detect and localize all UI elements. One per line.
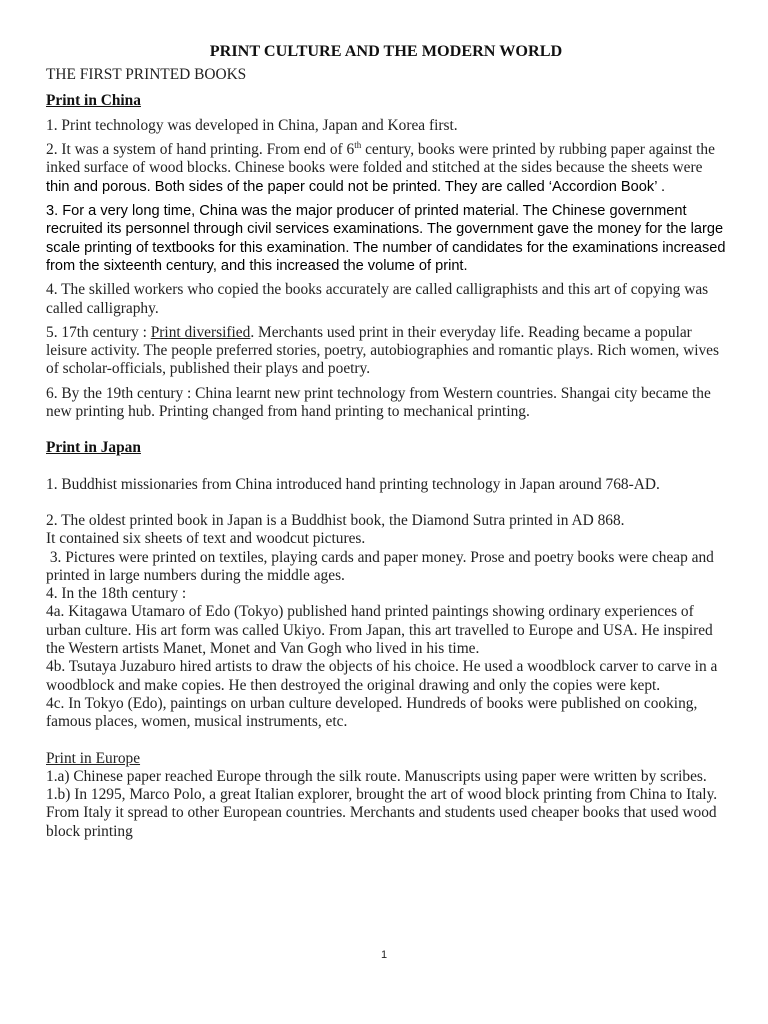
europe-paragraph-1a: 1.a) Chinese paper reached Europe through the silk route. Manuscripts using paper were written by scribes. — [46, 767, 707, 785]
china-paragraph-4: 4. The skilled workers who copied the books accurately are called calligraphists and this art of copying was called calligraphy. — [46, 281, 709, 317]
japan-paragraph-1: 1. Buddhist missionaries from China introduced hand printing technology in Japan around 768-AD. — [46, 475, 660, 493]
china-paragraph-5 — [46, 324, 726, 379]
china-p5-underlined: Print diversified — [150, 323, 251, 341]
japan-paragraph-4b: 4b. Tsutaya Juzaburo hired artists to draw the objects of his choice. He used a woodblock carver to carve in a woodblock and make copies. He then destroyed the original drawing and only the copies were kept. — [46, 658, 718, 694]
japan-paragraph-4c: 4c. In Tokyo (Edo), paintings on urban culture developed. Hundreds of books were published on cooking, famous places, women, musical instruments, etc. — [46, 694, 698, 731]
heading-print-in-europe: Print in Europe — [46, 749, 141, 767]
section-subtitle: THE FIRST PRINTED BOOKS — [46, 66, 247, 84]
heading-print-in-japan: Print in Japan — [46, 439, 141, 457]
china-p2-superscript: th — [354, 140, 362, 151]
japan-paragraph-2: 2. The oldest printed book in Japan is a Buddhist book, the Diamond Sutra printed in AD 868. — [46, 511, 625, 529]
china-paragraph-3: 3. For a very long time, China was the major producer of printed material. The Chinese government recruited its personnel through civil services examinations. The government gave the money for the large scale printing of textbooks for this examination. The number of candidates for the examinations increased from the sixteenth century, and this increased the volume of print. — [46, 203, 726, 274]
china-paragraph-1: 1. Print technology was developed in China, Japan and Korea first. — [46, 116, 458, 134]
china-p5-prefix: 5. 17th century : — [46, 323, 151, 341]
heading-print-in-china: Print in China — [46, 91, 141, 109]
china-p2-text-b: century, books were printed by rubbing paper against the inked surface of wood blocks. Chinese books were folded and stitched at the sides because the sheets were — [46, 141, 715, 177]
europe-paragraph-1b: 1.b) In 1295, Marco Polo, a great Italian explorer, brought the art of wood block printing from China to Italy. From Italy it spread to other European countries. Merchants and students used cheaper books that used wood block printing — [46, 786, 718, 840]
china-p5-rest: . Merchants used print in their everyday life. Reading became a popular leisure activity. The people preferred stories, poetry, autobiographies and romantic plays. Rich women, wives of scholar-officials, published their plays and poetry. — [46, 323, 719, 378]
page-number: 1 — [380, 949, 388, 961]
japan-paragraph-3: 3. Pictures were printed on textiles, playing cards and paper money. Prose and poetry books were cheap and printed in large numbers during the middle ages. — [46, 548, 718, 584]
china-p2-text-c: thin and porous. Both sides of the paper could not be printed. They are called ‘Accordion Book’ . — [46, 178, 666, 195]
china-p2-text-a: 2. It was a system of hand printing. From end of 6 — [46, 141, 355, 159]
japan-paragraph-4a: 4a. Kitagawa Utamaro of Edo (Tokyo) published hand printed paintings showing ordinary experiences of urban culture. His art form was called Ukiyo. From Japan, this art travelled to Europe and USA. He inspired the Western artists Manet, Monet and Van Gogh who lived in his time. — [46, 603, 713, 658]
china-paragraph-2 — [46, 141, 726, 196]
document-title: PRINT CULTURE AND THE MODERN WORLD — [209, 42, 563, 60]
japan-paragraph-2b: It contained six sheets of text and woodcut pictures. — [46, 530, 366, 548]
document-body — [46, 42, 726, 841]
china-paragraph-6: 6. By the 19th century : China learnt new print technology from Western countries. Shangai city became the new printing hub. Printing changed from hand printing to mechanical printing. — [46, 384, 711, 421]
japan-paragraph-4: 4. In the 18th century : — [46, 585, 187, 603]
